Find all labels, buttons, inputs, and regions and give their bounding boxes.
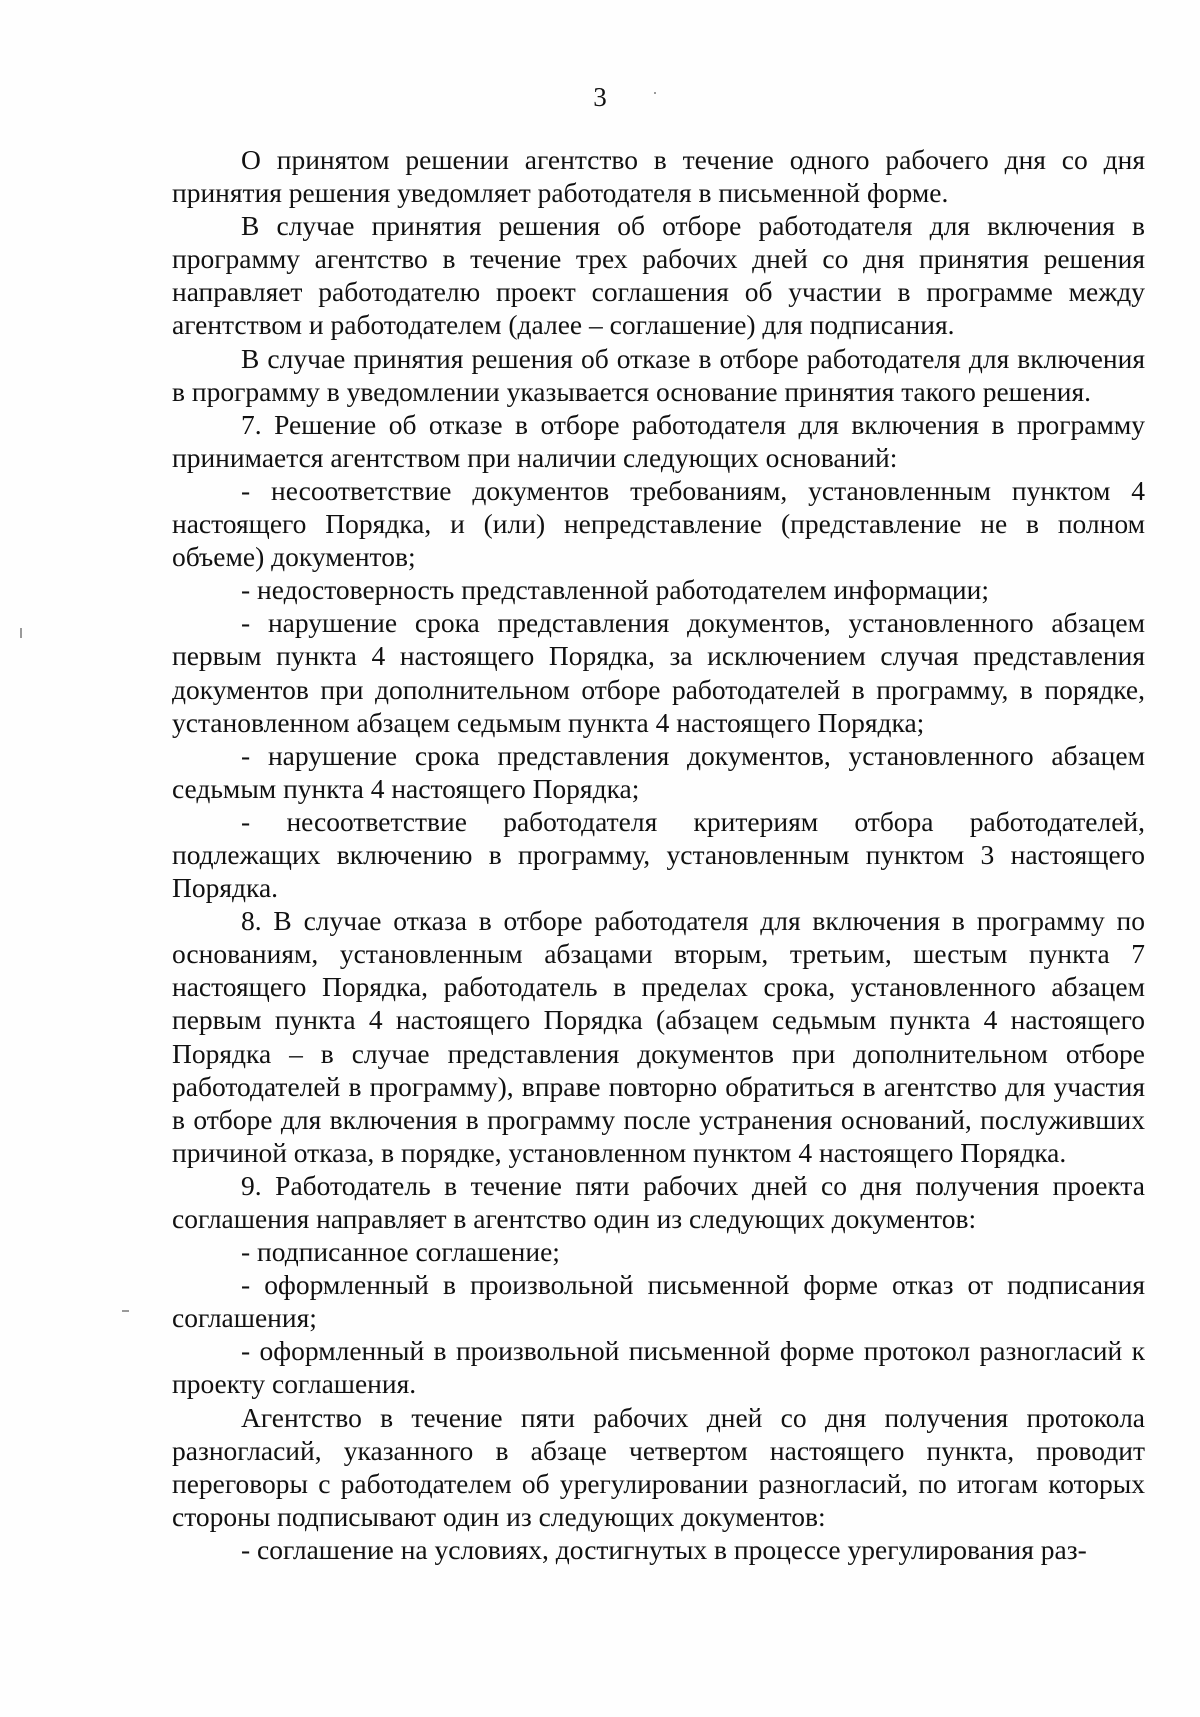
page-number: 3 xyxy=(593,82,607,112)
paragraph: О принятом решении агентство в течение одного рабочего дня со дня принятия решения уведомляет работодателя в письменной форме. xyxy=(172,144,1145,209)
list-item: - оформленный в произвольной письменной форме протокол разногласий к проекту соглашения. xyxy=(172,1335,1145,1400)
document-body xyxy=(172,143,1145,1566)
paragraph: 7. Решение об отказе в отборе работодателя для включения в программу принимается агентством при наличии следующих оснований: xyxy=(172,408,1145,473)
paragraph: 9. Работодатель в течение пяти рабочих дней со дня получения проекта соглашения направляет в агентство один из следующих документов: xyxy=(172,1169,1145,1234)
list-item: - несоответствие документов требованиям, установленным пунктом 4 настоящего Порядка, и (или) непредставление (представление не в полном объеме) документов; xyxy=(172,474,1145,573)
list-item: - нарушение срока представления документов, установленного абзацем седьмым пункта 4 настоящего Порядка; xyxy=(172,739,1145,804)
scan-speck xyxy=(122,1310,129,1312)
list-item: - нарушение срока представления документов, установленного абзацем первым пункта 4 настоящего Порядка, за исключением случая представления документов при дополнительном отборе работодателей в программу, в порядке, установленном абзацем седьмым пункта 4 настоящего Порядка; xyxy=(172,607,1145,738)
paragraph: Агентство в течение пяти рабочих дней со дня получения протокола разногласий, указанного в абзаце четвертом настоящего пункта, проводит переговоры с работодателем об урегулировании разногласий, по итогам которых стороны подписывают один из следующих документов: xyxy=(172,1401,1145,1532)
paragraph: В случае принятия решения об отборе работодателя для включения в программу агентство в течение трех рабочих дней со дня принятия решения направляет работодателю проект соглашения об участии в программе между агентством и работодателем (далее – соглашение) для подписания. xyxy=(172,210,1145,341)
list-item: - оформленный в произвольной письменной форме отказ от подписания соглашения; xyxy=(172,1269,1145,1334)
list-item: - недостоверность представленной работодателем информации; xyxy=(241,574,990,606)
paragraph: В случае принятия решения об отказе в отборе работодателя для включения в программу в уведомлении указывается основание принятия такого решения. xyxy=(172,342,1145,407)
scan-speck xyxy=(654,92,656,94)
list-item: - несоответствие работодателя критериям отбора работодателей, подлежащих включению в программу, установленным пунктом 3 настоящего Порядка. xyxy=(172,805,1145,904)
list-item: - соглашение на условиях, достигнутых в процессе урегулирования раз- xyxy=(241,1533,1087,1565)
scan-speck xyxy=(20,628,22,638)
paragraph: 8. В случае отказа в отборе работодателя для включения в программу по основаниям, установленным абзацами вторым, третьим, шестым пункта 7 настоящего Порядка, работодатель в пределах срока, установленного абзацем первым пункта 4 настоящего Порядка (абзацем седьмым пункта 4 настоящего Порядка – в случае представления документов при дополнительном отборе работодателей в программу), вправе повторно обратиться в агентство для участия в отборе для включения в программу после устранения оснований, послуживших причиной отказа, в порядке, установленном пунктом 4 настоящего Порядка. xyxy=(172,905,1145,1168)
list-item: - подписанное соглашение; xyxy=(241,1236,560,1268)
